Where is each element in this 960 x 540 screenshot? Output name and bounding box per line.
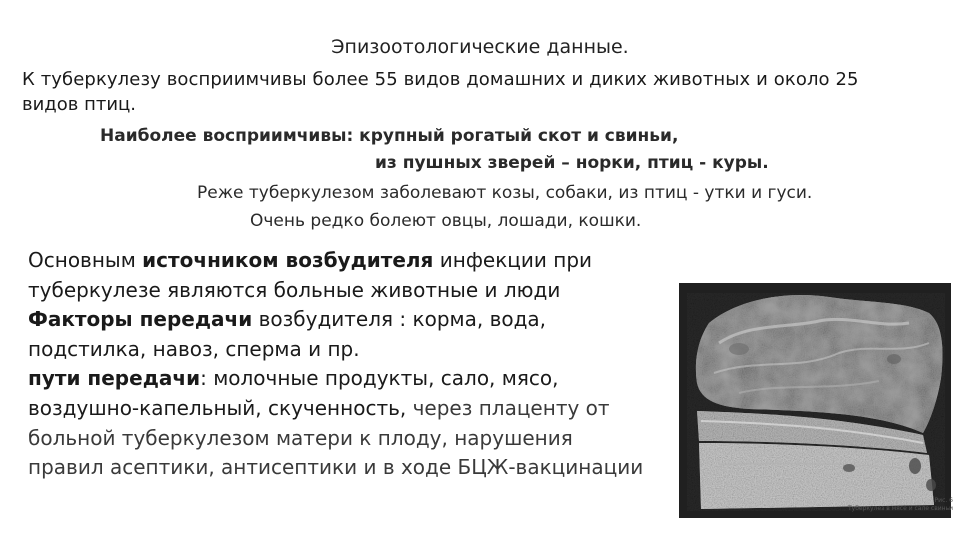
- body-line-2: туберкулезе являются больные животные и люди: [28, 278, 561, 302]
- less-susceptible-line-1: Реже туберкулезом заболевают козы, собаки, из птиц - утки и гуси.: [197, 183, 813, 203]
- transmission-factors: Факторы передачи: [28, 307, 253, 331]
- intro-text-line-2: видов птиц.: [22, 94, 137, 115]
- slide-title: Эпизоотологические данные.: [331, 36, 629, 58]
- body-line-6-b: через плаценту от: [406, 396, 610, 420]
- tissue-photo: [679, 283, 951, 518]
- less-susceptible-line-2: Очень редко болеют овцы, лошади, кошки.: [250, 211, 642, 231]
- body-line-7: больной туберкулезом матери к плоду, нарушения: [28, 426, 573, 450]
- body-line-6-a: воздушно-капельный, скученность,: [28, 396, 407, 420]
- source-of-pathogen: источником возбудителя: [142, 248, 434, 272]
- intro-text-line-1: К туберкулезу восприимчивы более 55 видов домашних и диких животных и около 25: [22, 69, 859, 90]
- figure-caption: [833, 497, 953, 513]
- body-line-1-a: Основным: [28, 248, 143, 272]
- transmission-routes: пути передачи: [28, 366, 201, 390]
- tissue-photo-illustration: [679, 283, 951, 518]
- body-line-1: [28, 248, 592, 272]
- body-line-5-b: : молочные продукты, сало, мясо,: [200, 366, 559, 390]
- most-susceptible-line-1: Наиболее восприимчивы: крупный рогатый скот и свиньи,: [100, 126, 679, 146]
- body-line-3: [28, 307, 546, 331]
- figure-caption-number: Рис. 6: [934, 497, 953, 504]
- most-susceptible-line-2: из пушных зверей – норки, птиц - куры.: [375, 153, 769, 173]
- figure-caption-text: Туберкулез в мясе и сале свиньи: [848, 505, 953, 512]
- body-line-8: правил асептики, антисептики и в ходе БЦЖ-вакцинации: [28, 455, 644, 479]
- body-line-3-b: возбудителя : корма, вода,: [252, 307, 547, 331]
- body-line-4: подстилка, навоз, сперма и пр.: [28, 337, 360, 361]
- body-line-6: [28, 396, 610, 420]
- body-line-5: [28, 366, 558, 390]
- body-line-1-c: инфекции при: [433, 248, 593, 272]
